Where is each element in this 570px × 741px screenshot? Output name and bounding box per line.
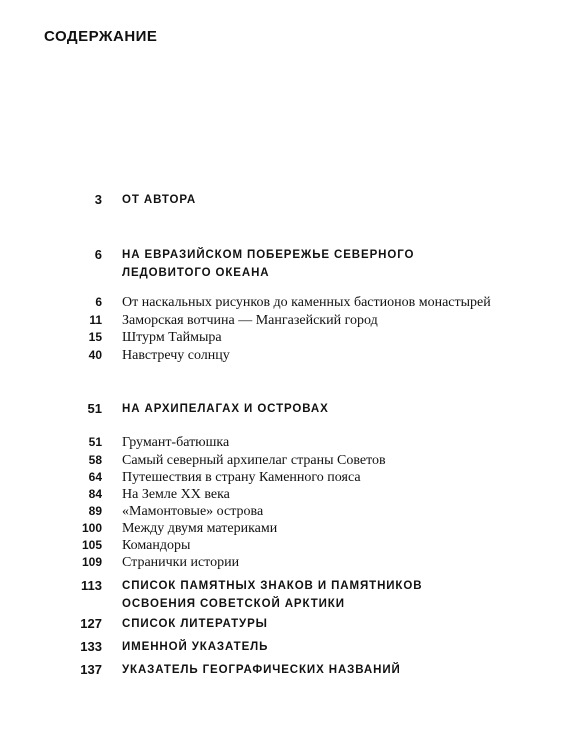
entry-title-line: ЛЕДОВИТОГО ОКЕАНА	[122, 267, 270, 279]
entry-title: НА АРХИПЕЛАГАХ И ОСТРОВАХ	[122, 403, 329, 415]
page-number: 6	[95, 295, 102, 309]
entry-title: От наскальных рисунков до каменных бастионов монастырей	[122, 295, 491, 310]
page-number: 105	[81, 538, 102, 552]
page-number: 84	[88, 487, 102, 501]
entry-title: Штурм Таймыра	[122, 330, 222, 345]
entry-title: На Земле XX века	[122, 487, 230, 502]
entry-title: «Мамонтовые» острова	[122, 504, 264, 519]
entry-title-line: НА ЕВРАЗИЙСКОМ ПОБЕРЕЖЬЕ СЕВЕРНОГО	[122, 249, 415, 261]
entry-title: ИМЕННОЙ УКАЗАТЕЛЬ	[122, 641, 269, 653]
page-number: 51	[87, 401, 102, 416]
page-number: 15	[88, 330, 102, 344]
page-number: 3	[94, 192, 102, 207]
page-number: 133	[80, 639, 102, 654]
entry-title: Навстречу солнцу	[122, 348, 230, 363]
entry-title: Грумант-батюшка	[122, 435, 230, 450]
page-number: 40	[88, 348, 102, 362]
page-number: 64	[88, 470, 102, 484]
entry-title: СПИСОК ЛИТЕРАТУРЫ	[122, 618, 268, 630]
page-number: 100	[81, 521, 102, 535]
page-number: 109	[81, 555, 102, 569]
page-number: 89	[88, 504, 102, 518]
entry-title	[122, 577, 422, 613]
entry-title	[122, 246, 414, 282]
page-number: 127	[80, 616, 102, 631]
entry-title-line: СПИСОК ПАМЯТНЫХ ЗНАКОВ И ПАМЯТНИКОВ	[122, 580, 423, 592]
page-number: 51	[88, 435, 102, 449]
entry-title: Командоры	[122, 538, 191, 553]
page-number: 11	[89, 313, 102, 327]
entry-title: Самый северный архипелаг страны Советов	[122, 453, 386, 468]
page-number: 6	[94, 247, 102, 262]
entry-title: Между двумя материками	[122, 521, 278, 536]
entry-title: Заморская вотчина — Мангазейский город	[122, 313, 378, 328]
entry-title: ОТ АВТОРА	[122, 194, 197, 206]
page-number: 58	[88, 453, 102, 467]
page-number: 113	[81, 578, 102, 593]
entry-title-line: ОСВОЕНИЯ СОВЕТСКОЙ АРКТИКИ	[122, 598, 345, 610]
entry-title: Странички истории	[122, 555, 240, 570]
entry-title: Путешествия в страну Каменного пояса	[122, 470, 361, 485]
entry-title: УКАЗАТЕЛЬ ГЕОГРАФИЧЕСКИХ НАЗВАНИЙ	[122, 664, 401, 676]
page-title: СОДЕРЖАНИЕ	[44, 28, 158, 45]
page-number: 137	[80, 662, 102, 677]
